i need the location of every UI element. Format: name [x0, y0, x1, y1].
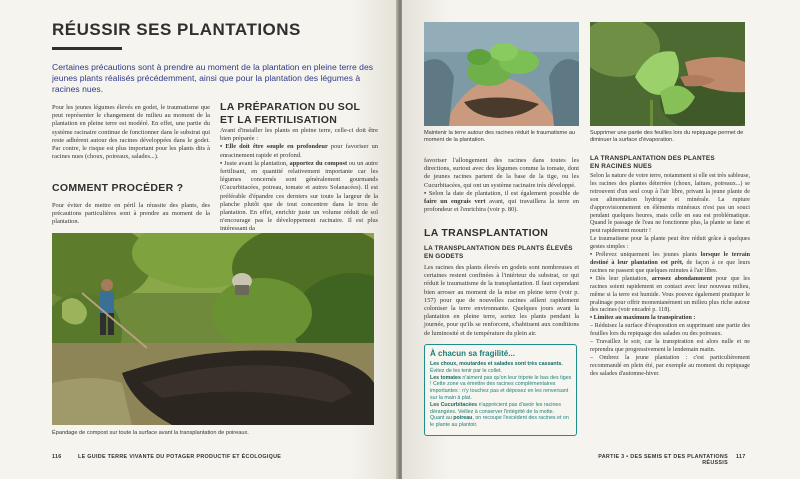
bullet-marker: •: [590, 252, 596, 259]
nues-para2: Le traumatisme pour la plante peut être réduit grâce à quelques gestes simples :: [590, 236, 750, 251]
caption-leaf-trimming: Supprimer une partie des feuilles lors du repiquage permet de diminuer la surface d'évaporation.: [590, 130, 744, 144]
box-line1-rest: Évitez de les tenir par le collet.: [430, 367, 502, 374]
nues-b1-rest: de façon à ce que leurs racines ne passent que quelques minutes à l'air libre.: [590, 259, 750, 274]
left-page: [0, 0, 398, 479]
col1-bullet-bold: faire un engrais vert: [424, 198, 486, 206]
running-title-right: PARTIE 3 • DES SEMIS ET DES PLANTATIONS RÉUSSIS: [598, 454, 728, 466]
prep-intro: Avant d'installer les plants en pleine terre, celle-ci doit être bien préparée :: [220, 127, 378, 143]
nues-para1: Selon la nature de votre terre, notamment si elle est très sableuse, les racines des plantes déterrées (choux, laitues, poireaux...) se retrouvent d'un seul coup à l'air libre, privant la jeune plante de son alimentation hydrique et minérale. La rupture d'approvisionnement en éléments minéraux n'est pas un souci pendant quelques heures, mais celle en eau est problématique. Quand le passage de l'eau ne fonctionne plus, la plante se fane et peut rapidement mourir !: [590, 173, 750, 235]
fragility-box-title: À chacun sa fragilité...: [430, 349, 515, 358]
box-line1-bold: Les choux, moutardes et salades sont très cassants.: [430, 361, 563, 367]
subheading-racines-nues: [590, 155, 745, 171]
subheading-godets-line1: LA TRANSPLANTATION DES PLANTS ÉLEVÉS: [424, 245, 573, 252]
photo-caption: Épandage de compost sur toute la surface avant la transplantation de poireaux.: [52, 430, 249, 436]
heading-preparation: [220, 101, 378, 127]
subheading-nues-line1: LA TRANSPLANTATION DES PLANTES: [590, 155, 715, 162]
box-line4-start: Quant au: [430, 415, 454, 422]
bullet-marker: •: [424, 189, 429, 197]
caption-hands-seedling: Maintenir la terre autour des racines réduit le traumatisme au moment de la plantation.: [424, 130, 576, 144]
box-line2-rest: n'aiment pas qu'on leur tripote le bas des tiges ! Cette zone va émettre des racines complémentaires importantes : n'y touchez pas et déposez en les renversant sur la main à plat.: [430, 374, 572, 401]
compost-spreading-illustration: [52, 233, 374, 425]
prep-bullet1-bold: Elle doit être souple en profondeur: [225, 143, 328, 151]
bullet-marker: •: [220, 159, 225, 167]
page-title: RÉUSSIR SES PLANTATIONS: [52, 20, 301, 39]
nues-b2-start: Dès leur plantation,: [595, 275, 652, 282]
subheading-godets: [424, 245, 579, 261]
comment-paragraph: Pour éviter de mettre en péril la réussite des plants, des précautions particulières sont à prendre au moment de la plantation.: [52, 202, 210, 226]
racines-nues-text: [590, 173, 750, 379]
hands-seedling-illustration: [424, 22, 579, 126]
leaf-trimming-photo: [590, 22, 745, 126]
page-number-right: 117: [736, 454, 746, 460]
prep-bullet2-bold: apportez du compost: [289, 159, 348, 167]
nues-b2-rest: pour que les racines soient rapidement en contact avec leur nouveau milieu, même si la terre est humide. Vous pouvez également pratiquer le pralinage pour offrir momentanément un milieu plus riche autour des racines (voir encadré p. 118).: [590, 275, 750, 314]
running-title-left: LE GUIDE TERRE VIVANTE DU POTAGER PRODUCTIF ET ÉCOLOGIQUE: [78, 454, 282, 460]
prep-paragraph: [220, 127, 378, 234]
right-page: [402, 0, 800, 479]
heading-preparation-line2: ET LA FERTILISATION: [220, 114, 338, 126]
leaf-trimming-illustration: [590, 22, 745, 126]
page-number-left: 116: [52, 454, 62, 460]
nues-dash3: – Ombrez la jeune plantation : c'est particulièrement recommandé en plein été, par exemple au moment du repiquage des salades d'automne-hiver.: [590, 354, 750, 377]
heading-comment-proceder: COMMENT PROCÉDER ?: [52, 182, 184, 194]
nues-dash2: – Travaillez le soir, car la transpiration est alors nulle et ne reprendra que progressivement le lendemain matin.: [590, 339, 750, 353]
col1-bullet-start: Selon la date de plantation, il est également possible de: [428, 189, 579, 197]
prep-bullet2-start: Juste avant la plantation,: [224, 159, 290, 167]
box-line3-bold: Les Cucurbitacées: [430, 401, 478, 408]
bullet-marker: •: [590, 275, 596, 282]
col1-bullet-rest: avant, qui travaillera la terre en profondeur et l'enrichira (voir p. 80).: [424, 198, 580, 214]
nues-b2-bold: arrosez abondamment: [651, 275, 713, 282]
bullet-marker: •: [590, 315, 594, 322]
subheading-nues-line2: EN RACINES NUES: [590, 163, 652, 170]
fragility-box: [424, 344, 577, 436]
box-line4-bold: poireau: [453, 415, 473, 422]
col1-paragraph: Pour les jeunes légumes élevés en godet, le traumatisme que peut représenter le changement de milieu au moment de la plantation en pleine terre est modéré. En effet, une partie du système racinaire continue de fonctionner dans le substrat qui reste adhérent autour des racines développées dans le godet. Par contre, le risque est plus important pour les plants dits à racines nues (choux, poireaux, salades...).: [52, 104, 210, 161]
godets-paragraph: Les racines des plants élevés en godets sont nombreuses et certaines restent confinées à l'intérieur du substrat, ce qui réduit le traumatisme de la transplantation. Il faut cependant bien arroser au moment de la mise en pleine terre (voir p. 157) pour que de nouvelles racines aillent rapidement coloniser la terre environnante. Quelques jours avant la plantation en pleine terre, sortez les plants pendant la journée, pour qu'ils se renforcent, s'habituent aux conditions de luminosité et de température du plein air.: [424, 264, 579, 337]
box-line2-bold: Les tomates: [430, 374, 461, 381]
compost-spreading-photo: [52, 233, 374, 425]
heading-transplantation: LA TRANSPLANTATION: [424, 227, 549, 239]
nues-b3-bold: Limitez au maximum la transpiration :: [593, 315, 696, 322]
heading-preparation-line1: LA PRÉPARATION DU SOL: [220, 101, 361, 113]
bullet-marker: •: [220, 143, 226, 151]
box-line4-rest: , on recoupe l'excédent des racines et on le plante au plantoir.: [430, 415, 569, 429]
nues-dash1: – Réduisez la surface d'évaporation en supprimant une partie des feuilles lors du repiquage des salades ou des poireaux.: [590, 323, 750, 338]
title-underline: [52, 47, 122, 50]
intro-paragraph: Certaines précautions sont à prendre au moment de la plantation en pleine terre des jeunes plants réalisés précédemment, ainsi que pour la plantation des légumes à racines nues.: [52, 62, 374, 95]
hands-seedling-photo: [424, 22, 579, 126]
prep-bullet2-rest: ou un autre fertilisant, en quantité relativement importante car les légumes concernés sont généralement gourmands (Cucurbitacées, poireau, tomate et autres Solanacées). Il est préférable d'épandre ces derniers sur toute la largeur de la planche plutôt que de tout concentrer dans le trou de plantation. En effet, enrichir juste un volume réduit de sol n'encourage pas le développement racinaire. Il est plus intéressant da: [220, 159, 378, 233]
nues-b1-bold: lorsque le terrain destiné à leur plantation est prêt,: [590, 252, 750, 266]
nues-b1-start: Prélevez uniquement les jeunes plants: [595, 252, 701, 259]
fragility-box-body: [430, 361, 573, 429]
subheading-godets-line2: EN GODETS: [424, 253, 464, 260]
box-line3-rest: n'apprécient pas d'avoir les racines dérangées. Veillez à conserver l'intégrité de la motte.: [430, 401, 561, 415]
col1-para1: favoriser l'allongement des racines dans toutes les directions, surtout avec des légumes comme la tomate, dont de jeunes racines partent de la base de la tige, ou les Cucurbitacées, qui ont un système racinaire très développé.: [424, 157, 579, 189]
col1-continued-paragraph: [424, 157, 579, 214]
prep-bullet1-rest: pour favoriser un enracinement rapide et profond.: [220, 143, 378, 159]
